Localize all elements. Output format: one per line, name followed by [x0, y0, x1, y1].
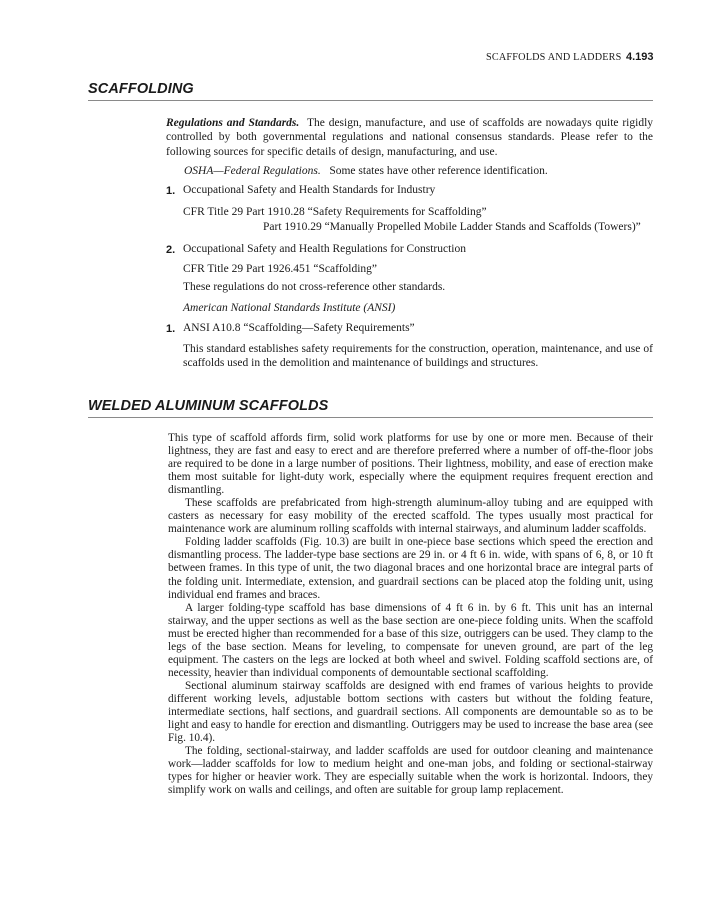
list-item-title: Occupational Safety and Health Standards for Industry — [183, 184, 436, 196]
body-paragraph: These scaffolds are prefabricated from high-strength aluminum-alloy tubing and are equipped with casters as necessary for easy mobility of the erected scaffold. The types usually most practical for maintenance work are aluminum rolling scaffolds with internal stairways, and aluminum ladder scaffolds. — [168, 497, 653, 536]
intro-paragraph — [166, 116, 653, 159]
ansi-heading: American National Standards Institute (ANSI) — [183, 302, 396, 314]
body-paragraph: Sectional aluminum stairway scaffolds are designed with end frames of various heights to provide different working levels, adjustable bottom sections with casters but without the folding feature, intermediate sections, half sections, and guardrail sections. All components are demountable so as to be light and easy to handle for erection and dismantling. Outriggers may be used to increase the base area (see Fig. 10.4). — [168, 679, 653, 745]
body-paragraph: A larger folding-type scaffold has base dimensions of 4 ft 6 in. by 6 ft. This unit has an internal stairway, and the upper sections as well as the base section are one-piece folding units. When the scaffold must be erected higher than recommended for a base of this size, outriggers can be used. They clamp to the legs of the base section. Means for leveling, to compensate for uneven ground, are part of the leg equipment. The casters on the legs are locked at both wheel and swivel. Folding scaffold sections are, of necessity, heavier than individual components of demountable sectional scaffolding. — [168, 601, 653, 679]
section-title-welded-aluminum: WELDED ALUMINUM SCAFFOLDS — [88, 398, 329, 414]
osha-heading: OSHA—Federal Regulations. — [184, 165, 321, 177]
list-item-title: ANSI A10.8 “Scaffolding—Safety Requirements” — [183, 322, 415, 334]
list-item-title: Occupational Safety and Health Regulations for Construction — [183, 243, 466, 255]
osha-line — [184, 165, 548, 177]
list-number: 2. — [166, 244, 176, 256]
list-number: 1. — [166, 185, 176, 197]
intro-heading: Regulations and Standards. — [166, 117, 300, 129]
section-divider — [88, 100, 653, 101]
intro-text: The design, manufacture, and use of scaffolds are nowadays quite rigidly controlled by both governmental regulations and national consensus standards. Please refer to the following sources for specific details of design, manufacturing, and use. — [166, 117, 654, 158]
body-paragraph: Folding ladder scaffolds (Fig. 10.3) are built in one-piece base sections which speed the erection and dismantling process. The ladder-type base sections are 29 in. or 4 ft 6 in. wide, with spans of 6, 8, or 10 ft between frames. In this type of unit, the two diagonal braces and one horizontal brace are integral parts of the folding unit. Intermediate, extension, and guardrail sections can be placed atop the folding unit, using individual end frames and braces. — [168, 536, 653, 601]
list-item-line: CFR Title 29 Part 1926.451 “Scaffolding” — [183, 263, 378, 275]
section-divider — [88, 417, 653, 418]
list-item-line: Part 1910.29 “Manually Propelled Mobile Ladder Stands and Scaffolds (Towers)” — [263, 221, 641, 233]
osha-text: Some states have other reference identification. — [329, 165, 548, 177]
list-number: 1. — [166, 323, 176, 335]
running-header-title: SCAFFOLDS AND LADDERS — [486, 52, 622, 63]
page-number: 4.193 — [626, 51, 654, 63]
list-item-text: This standard establishes safety requirements for the construction, operation, maintenance, and use of scaffolds used in the demolition and maintenance of buildings and structures. — [183, 343, 653, 369]
section-body — [168, 432, 653, 797]
list-item-line: These regulations do not cross-reference other standards. — [183, 281, 446, 293]
section-title-scaffolding: SCAFFOLDING — [88, 81, 194, 97]
body-paragraph: This type of scaffold affords firm, solid work platforms for use by one or more men. Because of their lightness, they are fast and easy to erect and are therefore preferred where a number of off-the-floor jobs are required to be done in a large number of positions. Their lightness, mobility, and ease of erection make them most suitable for light-duty work, especially where the equipment requires frequent erection and dismantling. — [168, 432, 653, 497]
body-paragraph: The folding, sectional-stairway, and ladder scaffolds are used for outdoor cleaning and maintenance work—ladder scaffolds for low to medium height and one-man jobs, and folding or sectional-stairway types for higher or heavier work. They are especially suitable when the work is horizontal. Indoors, they simplify work on walls and ceilings, and often are suitable for group lamp replacement. — [168, 745, 653, 797]
list-item-line: CFR Title 29 Part 1910.28 “Safety Requirements for Scaffolding” — [183, 206, 487, 218]
